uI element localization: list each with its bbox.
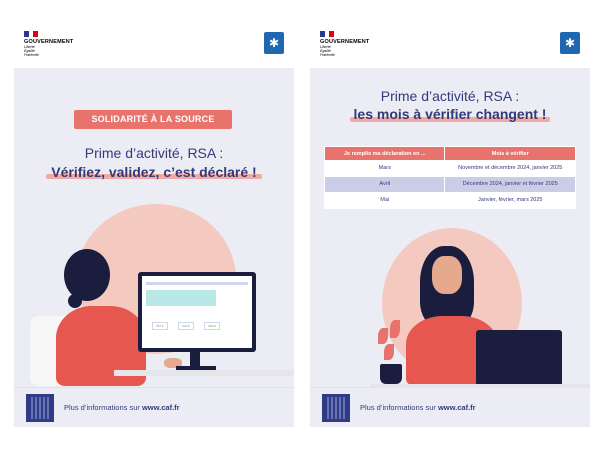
poster-header [310,22,590,68]
headline-line2: les mois à vérifier changent ! [353,106,547,122]
poster-body [310,68,590,427]
computer-monitor [138,272,256,352]
poster-body [14,68,294,427]
motto-line: Liberté [320,45,331,49]
plant-leaf [378,328,388,344]
qr-code-icon [322,394,350,422]
poster-footer [14,387,294,427]
motto-line: Égalité [24,49,35,53]
laptop [476,330,562,386]
government-name: GOUVERNEMENT [24,39,74,45]
table-row [325,177,576,193]
government-logo [24,31,73,57]
poster-header [14,22,294,68]
person-hair [64,249,110,301]
footer-text [360,403,476,412]
table-header: Mois à vérifier [445,147,576,161]
person-bun [68,294,82,308]
qr-code-icon [26,394,54,422]
table-row [325,193,576,209]
table-cell: Janvier, février, mars 2025 [445,193,576,209]
headline-line1: Prime d’activité, RSA : [380,88,520,104]
plant-pot [380,364,402,384]
motto-line: Fraternité [24,53,39,57]
government-name: GOUVERNEMENT [320,39,370,45]
caf-link[interactable]: www.caf.fr [437,403,476,412]
table-cell: Avril [325,177,445,193]
badge-solidarite: SOLIDARITÉ À LA SOURCE [74,110,232,129]
headline-line1: Prime d’activité, RSA : [84,145,224,161]
footer-prefix: Plus d’informations sur [64,403,142,412]
table-header: Je remplis ma déclaration en ... [325,147,445,161]
poster-right [310,22,590,427]
footer-prefix: Plus d’informations sur [360,403,438,412]
screen-bar [146,282,248,285]
monitor-screen [142,276,252,348]
screen-panel [146,290,216,306]
caf-logo-icon: ✱ [264,32,284,54]
table-row [325,161,576,177]
table-cell: Mars [325,161,445,177]
motto-line: Égalité [320,49,331,53]
screen-value: 900 € [204,322,220,330]
caf-link[interactable]: www.caf.fr [141,403,180,412]
french-flag-icon [24,31,38,37]
table-cell: Décembre 2024, janvier et février 2025 [445,177,576,193]
table-cell: Novembre et décembre 2024, janvier 2025 [445,161,576,177]
plant-leaf [384,344,394,360]
table-cell: Mai [325,193,445,209]
desk [114,370,294,376]
screen-value: 344 € [178,322,194,330]
poster-footer [310,387,590,427]
plant-leaf [390,320,400,338]
screen-value: 557 € [152,322,168,330]
motto-line: Liberté [24,45,35,49]
french-flag-icon [320,31,334,37]
government-logo [320,31,369,57]
caf-logo-icon: ✱ [560,32,580,54]
months-table [324,146,576,209]
headline-line2: Vérifiez, validez, c’est déclaré ! [51,164,257,180]
footer-text [64,403,180,412]
person-face [432,256,462,294]
table-header-row [325,147,576,161]
motto-line: Fraternité [320,53,335,57]
poster-left [14,22,294,427]
